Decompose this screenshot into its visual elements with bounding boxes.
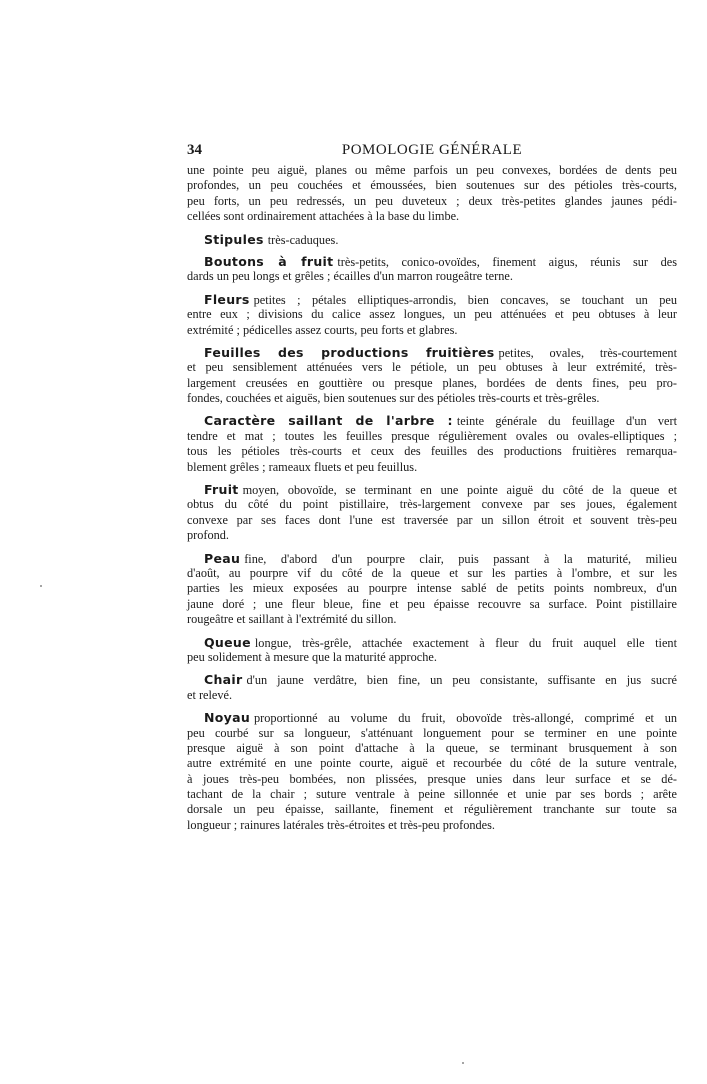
line-text: largement creusées en gouttière ou presque planes, bordées de dents fines, peu pro- xyxy=(187,375,677,390)
entry-term: Chair xyxy=(204,672,243,688)
text-line xyxy=(187,787,677,802)
text-line xyxy=(187,612,677,627)
text-line xyxy=(187,413,677,428)
line-text: une pointe peu aiguë, planes ou même parfois un peu convexes, bordées de dents peu xyxy=(187,163,677,177)
line-text: rougeâtre et saillant à l'extrémité du sillon. xyxy=(187,612,397,627)
line-text: profondes, un peu couchées et émoussées, bien soutenues sur des pétioles très-courts, xyxy=(187,178,677,193)
text-line xyxy=(187,209,677,224)
scan-speck xyxy=(40,585,42,587)
page-number: 34 xyxy=(187,142,202,158)
line-text: longueur ; rainures latérales très-étroites et très-peu profondes. xyxy=(187,817,495,832)
text-line xyxy=(187,254,677,269)
line-text: très-caduques. xyxy=(267,232,339,247)
text-line xyxy=(187,513,677,528)
paragraph xyxy=(187,710,677,833)
line-text: petites, ovales, très-courtement xyxy=(498,345,677,360)
entry-term: Fruit xyxy=(204,482,239,498)
paragraph xyxy=(187,232,677,247)
line-text: à joues très-peu bombées, non plissées, presque unies dans leur surface et se dé- xyxy=(187,771,677,786)
paragraph xyxy=(187,482,677,544)
line-text: d'août, au pourpre vif du côté de la queue et sur les parties à l'ombre, et sur les xyxy=(187,565,677,580)
entry-term: Fleurs xyxy=(204,291,250,307)
entry-term: Caractère saillant de l'arbre : xyxy=(204,413,453,429)
text-line xyxy=(187,672,677,687)
entry-term: Feuilles des productions fruitières xyxy=(204,344,495,360)
line-text: jaune doré ; une fleur bleue, fine et peu épaisse recouvre sa surface. Point pistillaire xyxy=(187,596,677,611)
line-text: presque aiguë à son point d'attache à la queue, se terminant brusquement à son xyxy=(187,740,677,755)
paragraph xyxy=(187,672,677,703)
paragraph xyxy=(187,292,677,338)
text-line xyxy=(187,528,677,543)
line-text: moyen, obovoïde, se terminant en une pointe aiguë du côté de la queue et xyxy=(242,483,677,498)
text-line xyxy=(187,482,677,497)
line-text: extrémité ; pédicelles assez courts, peu forts et glabres. xyxy=(187,322,458,337)
line-text: obtus du côté du point pistillaire, très-largement convexe par ses joues, également xyxy=(187,497,677,512)
line-text: teinte générale du feuillage d'un vert xyxy=(456,414,678,429)
text-line xyxy=(187,756,677,771)
line-text: fine, d'abord d'un pourpre clair, puis passant à la maturité, milieu xyxy=(244,551,677,566)
text-line xyxy=(187,292,677,307)
entry-term: Queue xyxy=(204,634,251,650)
line-text: tous les pétioles très-courts et ceux des feuilles des productions fruitières remarqua- xyxy=(187,444,677,459)
paragraph xyxy=(187,635,677,666)
text-line xyxy=(187,551,677,566)
text-line xyxy=(187,710,677,725)
text-line xyxy=(187,460,677,475)
text-line xyxy=(187,163,677,178)
entry-term: Peau xyxy=(204,550,241,566)
text-line xyxy=(187,345,677,360)
scan-speck xyxy=(462,1062,464,1064)
text-line xyxy=(187,581,677,596)
line-text: cellées sont ordinairement attachées à la base du limbe. xyxy=(187,209,460,224)
line-text: convexe par ses faces dont l'une est traversée par un sillon étroit et souvent très-peu xyxy=(187,512,677,527)
text-line xyxy=(187,178,677,193)
text-line xyxy=(187,444,677,459)
line-text: et peu sensiblement atténuées vers le pétiole, un peu obtuses à leur extrémité, très- xyxy=(187,360,677,375)
text-line xyxy=(187,497,677,512)
paragraph xyxy=(187,551,677,628)
line-text: longue, très-grêle, attachée exactement à fleur du fruit auquel elle tient xyxy=(254,635,677,650)
line-text: peu solidement à mesure que la maturité approche. xyxy=(187,649,437,664)
line-text: fondes, couchées et aiguës, bien soutenues sur des pétioles très-courts et très-grêles. xyxy=(187,391,600,406)
line-text: peu forts, un peu redressés, un peu duveteux ; deux très-petites glandes jaunes pédi- xyxy=(187,193,677,208)
line-text: et relevé. xyxy=(187,687,233,702)
text-line xyxy=(187,232,677,247)
text-line xyxy=(187,391,677,406)
line-text: dards un peu longs et grêles ; écailles d'un marron rougeâtre terne. xyxy=(187,269,513,284)
text-line xyxy=(187,688,677,703)
paragraph xyxy=(187,254,677,285)
line-text: blement grêles ; rameaux fluets et peu feuillus. xyxy=(187,459,418,474)
text-line xyxy=(187,772,677,787)
entry-term: Boutons à fruit xyxy=(204,253,334,269)
line-text: parties les mieux exposées au pourpre intense sablé de petits points nombreux, d'un xyxy=(187,581,677,596)
text-line xyxy=(187,635,677,650)
line-text: proportionné au volume du fruit, obovoïde très-allongé, comprimé et un xyxy=(254,711,677,726)
paragraph xyxy=(187,163,677,225)
text-line xyxy=(187,726,677,741)
text-line xyxy=(187,360,677,375)
text-line xyxy=(187,269,677,284)
line-text: d'un jaune verdâtre, bien fine, un peu consistante, suffisante en jus sucré xyxy=(246,673,677,688)
text-line xyxy=(187,818,677,833)
page-header xyxy=(187,142,677,162)
text-line xyxy=(187,429,677,444)
running-title: POMOLOGIE GÉNÉRALE xyxy=(341,142,523,158)
text-line xyxy=(187,566,677,581)
text-line xyxy=(187,307,677,322)
line-text: profond. xyxy=(187,528,230,543)
entry-term: Noyau xyxy=(204,710,251,726)
paragraph xyxy=(187,345,677,407)
line-text: dorsale un peu épaisse, saillante, finement et régulièrement tranchante sur toute sa xyxy=(187,802,677,817)
text-line xyxy=(187,376,677,391)
paragraph xyxy=(187,413,677,475)
line-text: tachant de la chair ; suture ventrale à peine sillonnée et unie par ses bords ; arête xyxy=(187,787,677,802)
page-body xyxy=(187,163,677,840)
line-text: tendre et mat ; toutes les feuilles presque régulièrement ovales ou ovales-elliptiques ; xyxy=(187,428,677,443)
text-line xyxy=(187,650,677,665)
line-text: peu courbé sur sa longueur, s'atténuant longuement pour se terminer en une pointe xyxy=(187,725,677,740)
line-text: petites ; pétales elliptiques-arrondis, bien concaves, se touchant un peu xyxy=(253,292,677,307)
line-text: très-petits, conico-ovoïdes, finement aigus, réunis sur des xyxy=(337,254,677,269)
line-text: entre eux ; divisions du calice assez longues, un peu atténuées et peu obtuses à leur xyxy=(187,307,677,322)
text-line xyxy=(187,597,677,612)
text-line xyxy=(187,194,677,209)
text-line xyxy=(187,802,677,817)
entry-term: Stipules xyxy=(204,231,264,247)
text-line xyxy=(187,741,677,756)
line-text: autre extrémité en une pointe courte, aiguë et recourbée du côté de la suture ventrale, xyxy=(187,756,677,771)
text-line xyxy=(187,323,677,338)
